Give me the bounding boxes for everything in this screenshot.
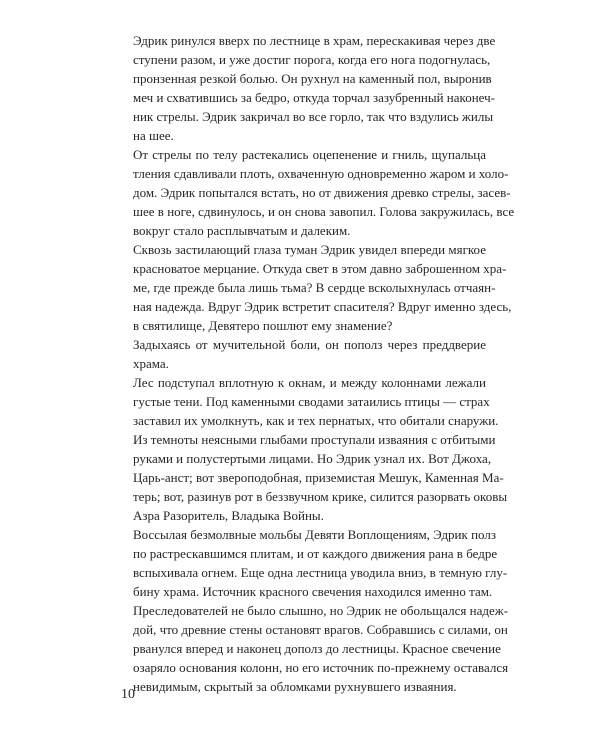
- text-line: Задыхаясь от мучительной боли, он пополз через преддверие: [133, 337, 486, 352]
- text-line: Азра Разоритель, Владыка Войны.: [133, 508, 324, 523]
- text-line: Лес подступал вплотную к окнам, и между колоннами лежали: [133, 375, 486, 390]
- text-line: в святилище, Девятеро пошлют ему знамение?: [133, 318, 393, 333]
- text-line: на шее.: [133, 128, 174, 143]
- text-line: густые тени. Под каменными сводами затаились птицы — страх: [133, 394, 490, 409]
- text-line: заставил их умолкнуть, как и тех пернатых, что обитали снаружи.: [133, 413, 499, 428]
- text-line: красноватое мерцание. Откуда свет в этом давно заброшенном хра-: [133, 261, 507, 276]
- text-line: ступени разом, и уже достиг порога, когда его нога подогнулась,: [133, 52, 491, 67]
- text-line: невидимым, скрытый за обломками рухнувшего изваяния.: [133, 679, 457, 694]
- text-line: Эдрик ринулся вверх по лестнице в храм, перескакивая через две: [133, 33, 496, 48]
- text-line: руками и полустертыми лицами. Но Эдрик узнал их. Вот Джоха,: [133, 451, 492, 466]
- text-line: ная надежда. Вдруг Эдрик встретит спасителя? Вдруг именно здесь,: [133, 299, 512, 314]
- text-line: шее в ноге, сдвинулось, и он снова завопил. Голова закружилась, все: [133, 204, 515, 219]
- text-line: тления сдавливали плоть, охваченную одновременно жаром и холо-: [133, 166, 509, 181]
- text-line: рванулся вперед и наконец дополз до лестницы. Красное свечение: [133, 641, 501, 656]
- text-line: От стрелы по телу растекались оцепенение и гниль, щупальца: [133, 147, 486, 162]
- paragraph: [120, 31, 496, 145]
- text-line: ник стрелы. Эдрик закричал во все горло, так что вздулись жилы: [133, 109, 494, 124]
- text-line: по растрескавшимся плитам, и от каждого движения рана в бедре: [133, 546, 498, 561]
- text-line: дой, что древние стены остановят врагов. Собравшись с силами, он: [133, 622, 508, 637]
- paragraph: [120, 373, 508, 525]
- text-line: вокруг стало расплывчатым и далеким.: [133, 223, 351, 238]
- text-line: Сквозь застилающий глаза туман Эдрик увидел впереди мягкое: [133, 242, 486, 257]
- page-number: 10: [121, 687, 135, 702]
- text-line: ме, где прежде была лишь тьма? В сердце всколыхнулась отчаян-: [133, 280, 496, 295]
- text-line: Преследователей не было слышно, но Эдрик не обольщался надеж-: [133, 603, 509, 618]
- text-line: вспыхивала огнем. Еще одна лестница уводила вниз, в темную глу-: [133, 565, 508, 580]
- text-line: пронзенная резкой болью. Он рухнул на каменный пол, выронив: [133, 71, 492, 86]
- paragraph: [120, 335, 486, 373]
- body-text: [120, 31, 515, 696]
- text-line: меч и схватившись за бедро, откуда торчал зазубренный наконеч-: [133, 90, 495, 105]
- paragraph: [120, 240, 512, 335]
- text-line: бину храма. Источник красного свечения находился именно там.: [133, 584, 493, 599]
- text-line: озаряло основания колонн, но его источник по-прежнему оставался: [133, 660, 509, 675]
- paragraph: [120, 525, 509, 696]
- text-line: терь; вот, разинув рот в беззвучном крике, силится разорвать оковы: [133, 489, 508, 504]
- text-line: храма.: [133, 356, 169, 371]
- text-line: Из темноты неясными глыбами проступали изваяния с отбитыми: [133, 432, 496, 447]
- text-line: Воссылая безмолвные мольбы Девяти Воплощениям, Эдрик полз: [133, 527, 496, 542]
- paragraph: [120, 145, 515, 240]
- text-line: дом. Эдрик попытался встать, но от движения древко стрелы, засев-: [133, 185, 511, 200]
- text-line: Царь-анст; вот звероподобная, приземистая Мешук, Каменная Ма-: [133, 470, 504, 485]
